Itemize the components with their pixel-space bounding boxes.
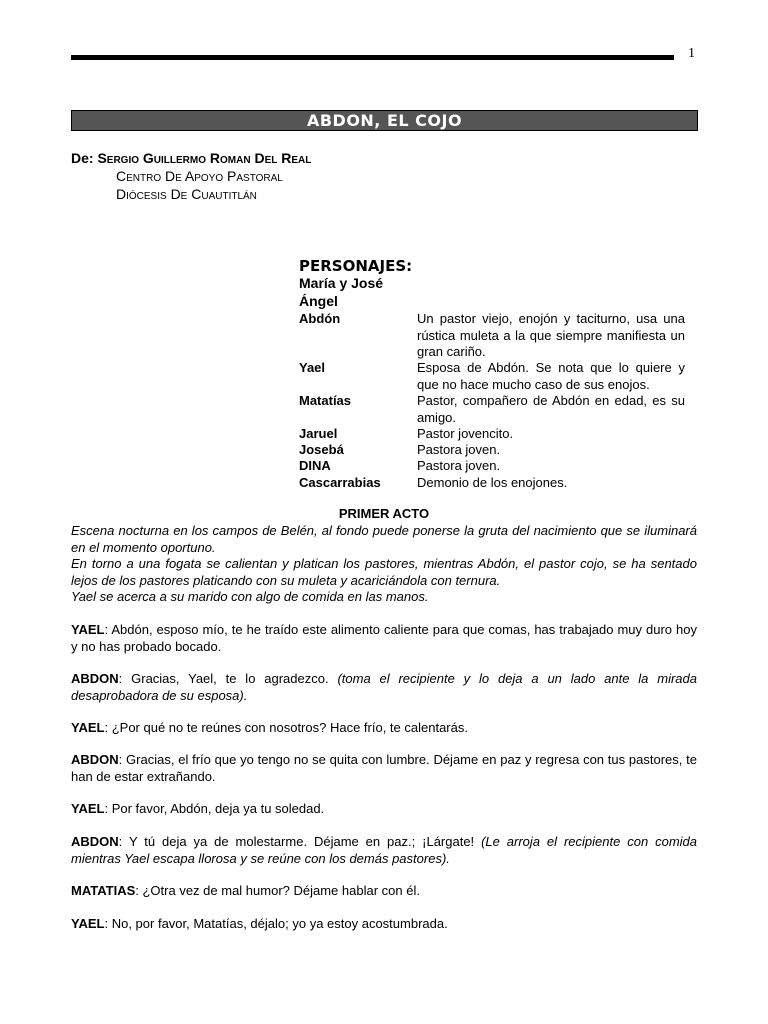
author-prefix: De: <box>71 150 94 166</box>
dialogue-text: : Abdón, esposo mío, te he traído este alimento caliente para que comas, has trabajado muy duro hoy y no has probado bocado. <box>71 622 697 654</box>
speaker-name: YAEL <box>71 916 105 931</box>
dialogue-line <box>71 834 697 867</box>
speaker-name: ABDON <box>71 671 119 686</box>
character-description: Pastora joven. <box>417 442 501 457</box>
affiliation-center: Centro De Apoyo Pastoral <box>116 168 283 184</box>
dialogue-line <box>71 801 697 818</box>
stage-direction: En torno a una fogata se calientan y platican los pastores, mientras Abdón, el pastor cojo, se ha sentado lejos de los pastores platicando con su muleta y acariciándola con ternura. <box>71 556 697 588</box>
character-name: Abdón <box>299 311 341 326</box>
character-name: Cascarrabias <box>299 475 381 490</box>
character-description: Un pastor viejo, enojón y taciturno, usa una rústica muleta a la que siempre manifiesta un gran cariño. <box>417 311 685 359</box>
speaker-name: YAEL <box>71 720 105 735</box>
character-description: Pastora joven. <box>417 458 501 473</box>
character-name: Yael <box>299 360 326 375</box>
document-title: ABDON, EL COJO <box>71 110 698 131</box>
dialogue-text: : Gracias, el frío que yo tengo no se quita con lumbre. Déjame en paz y regresa con tus pastores, te han de estar extrañando. <box>71 752 697 784</box>
dialogue-line <box>71 720 697 737</box>
cast-group: Ángel <box>299 293 338 309</box>
speaker-name: YAEL <box>71 801 105 816</box>
character-name: Josebá <box>299 442 344 457</box>
speaker-name: YAEL <box>71 622 105 637</box>
character-name: Jaruel <box>299 426 338 441</box>
dialogue-text: : ¿Por qué no te reúnes con nosotros? Hace frío, te calentarás. <box>104 720 468 735</box>
act-heading: PRIMER ACTO <box>338 506 430 521</box>
dialogue-text: : Por favor, Abdón, deja ya tu soledad. <box>104 801 325 816</box>
dialogue-line <box>71 752 697 785</box>
page-number: 1 <box>688 46 695 61</box>
author-line <box>71 150 311 166</box>
stage-direction: Yael se acerca a su marido con algo de comida en las manos. <box>71 589 429 604</box>
affiliation-diocese: Diócesis De Cuautitlán <box>116 186 257 202</box>
speaker-name: ABDON <box>71 752 119 767</box>
dialogue-line <box>71 883 697 900</box>
dialogue-text: : Gracias, Yael, te lo agradezco. <box>118 671 338 686</box>
stage-direction-inline: (toma el recipiente y lo deja a un lado ante la mirada desaprobadora de su esposa). <box>71 671 697 703</box>
dialogue-line <box>71 622 697 655</box>
character-description: Esposa de Abdón. Se nota que lo quiere y que no hace mucho caso de sus enojos. <box>417 360 685 392</box>
speaker-name: MATATIAS <box>71 883 136 898</box>
dialogue-text: : No, por favor, Matatías, déjalo; yo ya estoy acostumbrada. <box>104 916 448 931</box>
character-description: Pastor, compañero de Abdón en edad, es su amigo. <box>417 393 685 425</box>
dialogue-text: : Y tú deja ya de molestarme. Déjame en paz.; ¡Lárgate! <box>118 834 482 849</box>
stage-direction: Escena nocturna en los campos de Belén, al fondo puede ponerse la gruta del nacimiento que se iluminará en el momento oportuno. <box>71 523 697 555</box>
header-rule <box>71 55 674 60</box>
author-name: Sergio Guillermo Roman Del Real <box>97 150 312 166</box>
speaker-name: ABDON <box>71 834 119 849</box>
cast-group: María y José <box>299 275 384 291</box>
dialogue-line <box>71 671 697 704</box>
dialogue-text: : ¿Otra vez de mal humor? Déjame hablar con él. <box>135 883 420 898</box>
dialogue-line <box>71 916 697 933</box>
stage-direction-inline: (Le arroja el recipiente con comida mientras Yael escapa llorosa y se reúne con los demás pastores). <box>71 834 697 866</box>
character-name: Matatías <box>299 393 352 408</box>
character-name: DINA <box>299 458 331 473</box>
character-description: Pastor jovencito. <box>417 426 514 441</box>
cast-heading: PERSONAJES: <box>299 257 413 275</box>
character-description: Demonio de los enojones. <box>417 475 568 490</box>
